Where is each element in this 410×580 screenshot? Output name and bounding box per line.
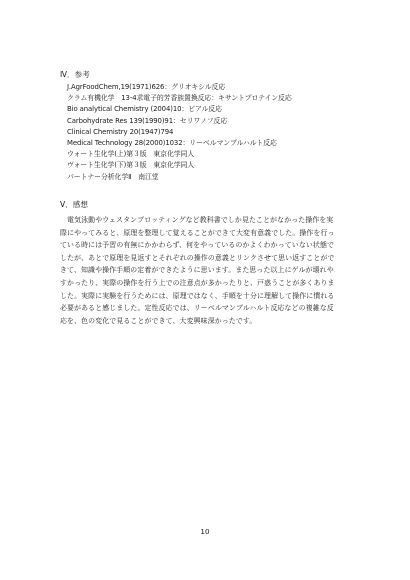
reference-item: Bio analytical Chemistry (2004)10：ビアル反応 [67,105,222,114]
impressions-paragraph [60,214,357,327]
paragraph-line: 電気泳動やウェスタンブロッティングなど教科書でしか見たことがなかった操作を実 [60,216,334,224]
reference-item: ヴォート生化学(下)第３版 東京化学同人 [67,161,195,170]
impressions-heading: Ⅴ．感想 [60,200,88,209]
reference-item: パートナー分析化学Ⅱ 南江堂 [67,172,159,181]
reference-item: Carbohydrate Res 139(1990)91：セリワノフ反応 [67,116,228,125]
paragraph-line: 応を、色の変化で見ることができて、大変興味深かったです。 [60,316,257,325]
paragraph-line: 必要があると感じました。定性反応では、リーベルマンブルハルト反応などの複雑な反 [60,304,334,313]
paragraph-line: きて、知識や操作手順の定着ができたように思います。また思った以上にゲルが壊れや [60,266,334,275]
paragraph-line: したが、あとで原理を見返すとそれぞれの操作の意義とリンクさせて思い返すことがで [60,253,335,262]
reference-item: Clinical Chemistry 20(1947)794 [67,127,174,136]
reference-item: クラム有機化学 13-4求電子的芳香族置換反応：キサントプロテイン反応 [67,94,292,103]
reference-item: J.AgrFoodChem,19(1971)626：グリオキシル反応 [67,83,226,91]
paragraph-line: ている時には予習の有無にかかわらず、何をやっているのかよくわかっていない状態で [60,241,335,250]
paragraph-line: 際にやってみると、原理を整理して覚えることができて大変有意義でした。操作を行っ [60,228,335,237]
page-number: 10 [200,527,210,536]
reference-item: Medical Technology 28(2000)1032：リーベルマンブルハルト反応 [67,138,277,147]
references-list [67,82,292,183]
paragraph-line: した。実際に実験を行うためには、原理ではなく、手順を十分に理解して操作に慣れる [60,291,335,300]
references-heading: Ⅳ．参考 [60,70,90,79]
reference-item: ウォート生化学(上)第３版 東京化学同人 [67,150,195,159]
paragraph-line: すかったり、実際の操作を行う上での注意点が多かったりと、戸惑うことが多くありま [60,278,335,287]
